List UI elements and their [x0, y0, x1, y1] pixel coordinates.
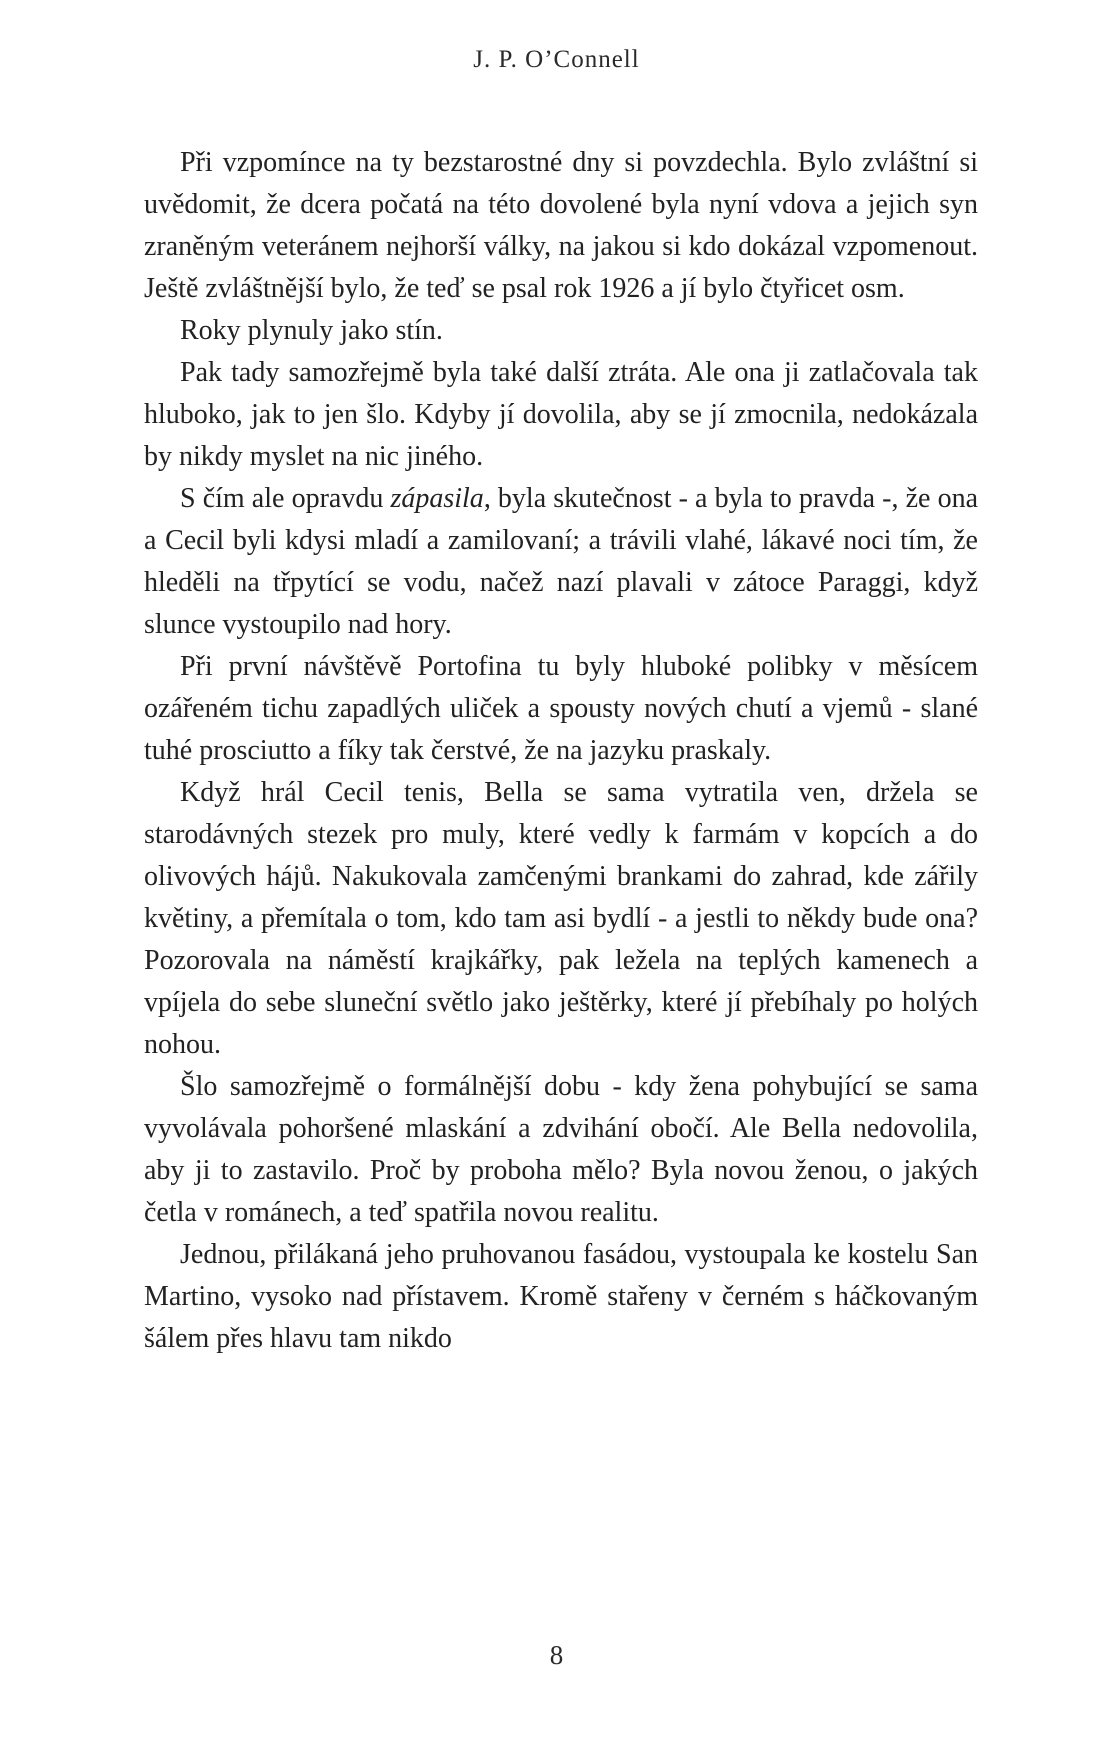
- paragraph: Když hrál Cecil tenis, Bella se sama vytratila ven, držela se starodávných stezek pro muly, které vedly k farmám v kopcích a do olivových hájů. Nakukovala zamčenými brankami do zahrad, kde zářily květiny, a přemítala o tom, kdo tam asi bydlí - a jestli to někdy bude ona? Pozorovala na náměstí krajkářky, pak ležela na teplých kamenech a vpíjela do sebe sluneční světlo jako ještěrky, které jí přebíhaly po holých nohou.: [144, 777, 978, 1060]
- page-body-text: [144, 142, 978, 1360]
- paragraph-text-after: , byla skutečnost - a byla to pravda -, že ona a Cecil byli kdysi mladí a zamilovaní; a trávili vlahé, lákavé noci tím, že hleděli na třpytící se vodu, načež nazí plavali v zátoce Paraggi, když slunce vystoupilo nad hory.: [144, 483, 978, 640]
- paragraph: Roky plynuly jako stín.: [180, 315, 443, 346]
- paragraph: Pak tady samozřejmě byla také další ztráta. Ale ona ji zatlačovala tak hluboko, jak to jen šlo. Kdyby jí dovolila, aby se jí zmocnila, nedokázala by nikdy myslet na nic jiného.: [144, 357, 978, 472]
- paragraph-text-before: S čím ale opravdu: [180, 483, 391, 514]
- paragraph: Při vzpomínce na ty bezstarostné dny si povzdechla. Bylo zvláštní si uvědomit, že dcera počatá na této dovolené byla nyní vdova a jejich syn zraněným veteránem nejhorší války, na jakou si kdo dokázal vzpomenout. Ještě zvláštnější bylo, že teď se psal rok 1926 a jí bylo čtyřicet osm.: [144, 147, 978, 304]
- paragraph: Šlo samozřejmě o formálnější dobu - kdy žena pohybující se sama vyvolávala pohoršené mlaskání a zdvihání obočí. Ale Bella nedovolila, aby ji to zastavilo. Proč by proboha mělo? Byla novou ženou, o jakých četla v románech, a teď spatřila novou realitu.: [144, 1071, 978, 1228]
- page-number: 8: [549, 1640, 564, 1670]
- paragraph: Při první návštěvě Portofina tu byly hluboké polibky v měsícem ozářeném tichu zapadlých uliček a spousty nových chutí a vjemů - slané tuhé prosciutto a fíky tak čerstvé, že na jazyku praskaly.: [144, 651, 978, 766]
- emphasized-word: zápasila: [390, 483, 484, 514]
- running-header-author: J. P. O’Connell: [473, 46, 640, 73]
- paragraph: Jednou, přilákaná jeho pruhovanou fasádou, vystoupala ke kostelu San Martino, vysoko nad přístavem. Kromě stařeny v černém s háčkovaným šálem přes hlavu tam nikdo: [144, 1239, 978, 1354]
- paragraph-with-emphasis: [144, 478, 978, 646]
